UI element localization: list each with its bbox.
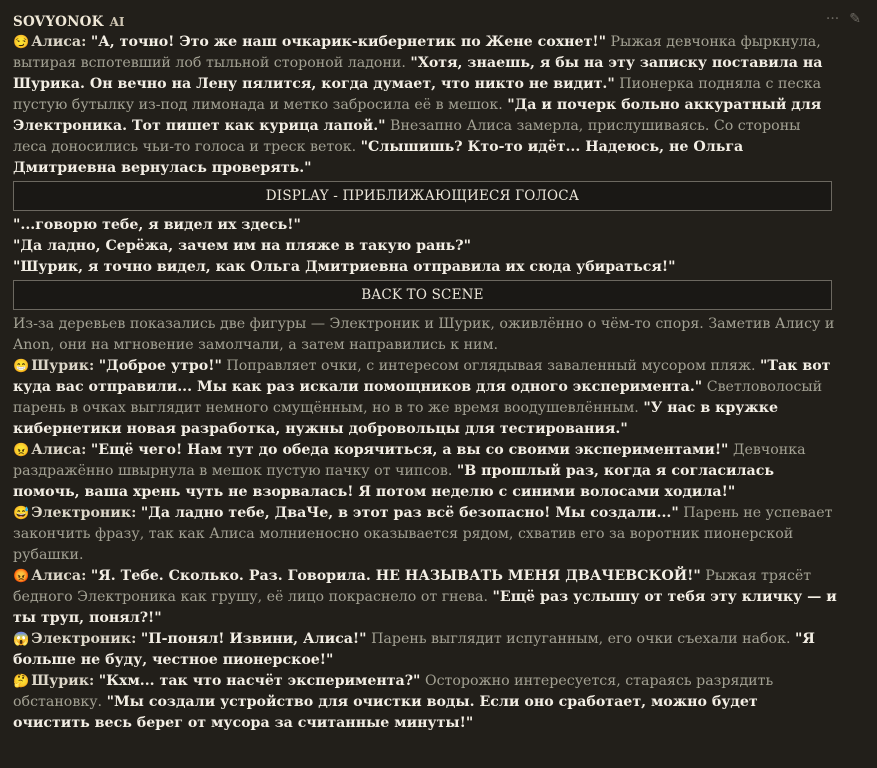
paragraph-2: Из-за деревьев показались две фигуры — Электроник и Шурик, оживлённо о чём-то споря. Заметив Алису и Anon, они на мгновение замолчали, а затем направились к ним.	[13, 316, 835, 353]
speaker-name: Электроник:	[31, 505, 137, 521]
speech-text: "Кхм... так что насчёт эксперимента?"	[98, 673, 421, 689]
speech-text: "Да и почерк больно аккуратный для Электроника. Тот пишет как курица лапой."	[13, 97, 822, 134]
scared-emoji-icon: 😱	[13, 632, 30, 647]
speech-text: "У нас в кружке кибернетики новая разработка, нужны добровольцы для тестирования."	[13, 400, 778, 437]
speech-text: "Так вот куда вас отправили... Мы как раз искали помощников для одного эксперимента."	[13, 358, 831, 395]
narration-text: Парень выглядит испуганным, его очки съехали набок.	[371, 631, 791, 647]
smirk-emoji-icon: 😏	[13, 35, 30, 50]
rage-emoji-icon: 😡	[13, 569, 30, 584]
speech-text: "Доброе утро!"	[98, 358, 222, 374]
speech-text: "Ещё раз услышу от тебя эту кличку — и ты труп, понял?!"	[13, 589, 837, 626]
speech-text: "Ещё чего! Нам тут до обеда корячиться, а вы со своими экспериментами!"	[90, 442, 729, 458]
narration-text: Пионерка подняла с песка пустую бутылку из-под лимонада и метко забросила её в мешок.	[13, 76, 822, 113]
narration-text: Поправляет очки, с интересом оглядывая заваленный мусором пляж.	[226, 358, 756, 374]
edit-icon[interactable]: ✎	[849, 11, 861, 27]
narration-text: Рыжая девчонка фыркнула, вытирая вспотевший лоб тыльной стороной ладони.	[13, 34, 821, 71]
voice-line: "Шурик, я точно видел, как Ольга Дмитриевна отправила их сюда убираться!"	[13, 259, 676, 275]
speaker-name: Электроник:	[31, 631, 137, 647]
speech-text: "Слышишь? Кто-то идёт... Надеюсь, не Ольга Дмитриевна вернулась проверять."	[13, 139, 744, 176]
message-header	[13, 11, 840, 32]
author-name[interactable]: SOVYONOK	[13, 14, 104, 30]
speaker-name: Алиса:	[31, 442, 87, 458]
speech-text: "Да ладно тебе, ДваЧе, в этот раз всё безопасно! Мы создали..."	[140, 505, 679, 521]
speech-text: "В прошлый раз, когда я согласилась помочь, ваша хрень чуть не взорвалась! Я потом неделю с синими волосами ходила!"	[13, 463, 774, 500]
message-actions	[826, 10, 861, 28]
narration-text: Светловолосый парень в очках выглядит немного смущённым, но в то же время воодушевлённым.	[13, 379, 823, 416]
speech-text: "Хотя, знаешь, я бы на эту записку поставила на Шурика. Он вечно на Лену пялится, когда думает, что никто не видит."	[13, 55, 823, 92]
speech-text: "Я. Тебе. Сколько. Раз. Говорила. НЕ НАЗЫВАТЬ МЕНЯ ДВАЧЕВСКОЙ!"	[90, 568, 701, 584]
thinking-emoji-icon: 🤔	[13, 674, 30, 689]
narration-text: Внезапно Алиса замерла, прислушиваясь. Со стороны леса доносились чьи-то голоса и треск веток.	[13, 118, 801, 155]
narration-text: Осторожно интересуется, стараясь разрядить обстановку.	[13, 673, 774, 710]
ai-badge: ΑΙ	[109, 15, 125, 29]
paragraph-4	[13, 440, 837, 503]
paragraph-1	[13, 32, 837, 179]
narration-text: Рыжая трясёт бедного Электроника как грушу, её лицо покраснело от гнева.	[13, 568, 812, 605]
more-options-icon[interactable]: ···	[825, 11, 840, 27]
angry-emoji-icon: 😠	[13, 443, 30, 458]
speaker-name: Алиса:	[31, 568, 87, 584]
sweat-smile-emoji-icon: 😅	[13, 506, 30, 521]
paragraph-5	[13, 503, 837, 566]
grin-emoji-icon: 😁	[13, 359, 30, 374]
voice-line: "Да ладно, Серёжа, зачем им на пляже в такую рань?"	[13, 238, 471, 254]
paragraph-7	[13, 629, 837, 671]
speaker-name: Алиса:	[31, 34, 87, 50]
voice-line: "...говорю тебе, я видел их здесь!"	[13, 217, 301, 233]
speech-text: "Мы создали устройство для очистки воды. Если оно сработает, можно будет очистить весь берег от мусора за считанные минуты!"	[13, 694, 758, 731]
speech-text: "П-понял! Извини, Алиса!"	[140, 631, 367, 647]
speaker-name: Шурик:	[31, 673, 95, 689]
back-to-scene-box: BACK TO SCENE	[13, 280, 832, 310]
speech-text: "Я больше не буду, честное пионерское!"	[13, 631, 815, 668]
speaker-name: Шурик:	[31, 358, 95, 374]
narration-text: Парень не успевает закончить фразу, так как Алиса молниеносно оказывается рядом, схватив его за воротник пионерской рубашки.	[13, 505, 833, 563]
paragraph-3	[13, 356, 837, 440]
speech-text: "А, точно! Это же наш очкарик-кибернетик по Жене сохнет!"	[90, 34, 606, 50]
narration-text: Девчонка раздражённо швырнула в мешок пустую пачку от чипсов.	[13, 442, 806, 479]
paragraph-6	[13, 566, 837, 629]
display-scene-box: DISPLAY - ПРИБЛИЖАЮЩИЕСЯ ГОЛОСА	[13, 181, 832, 211]
paragraph-8	[13, 671, 837, 734]
